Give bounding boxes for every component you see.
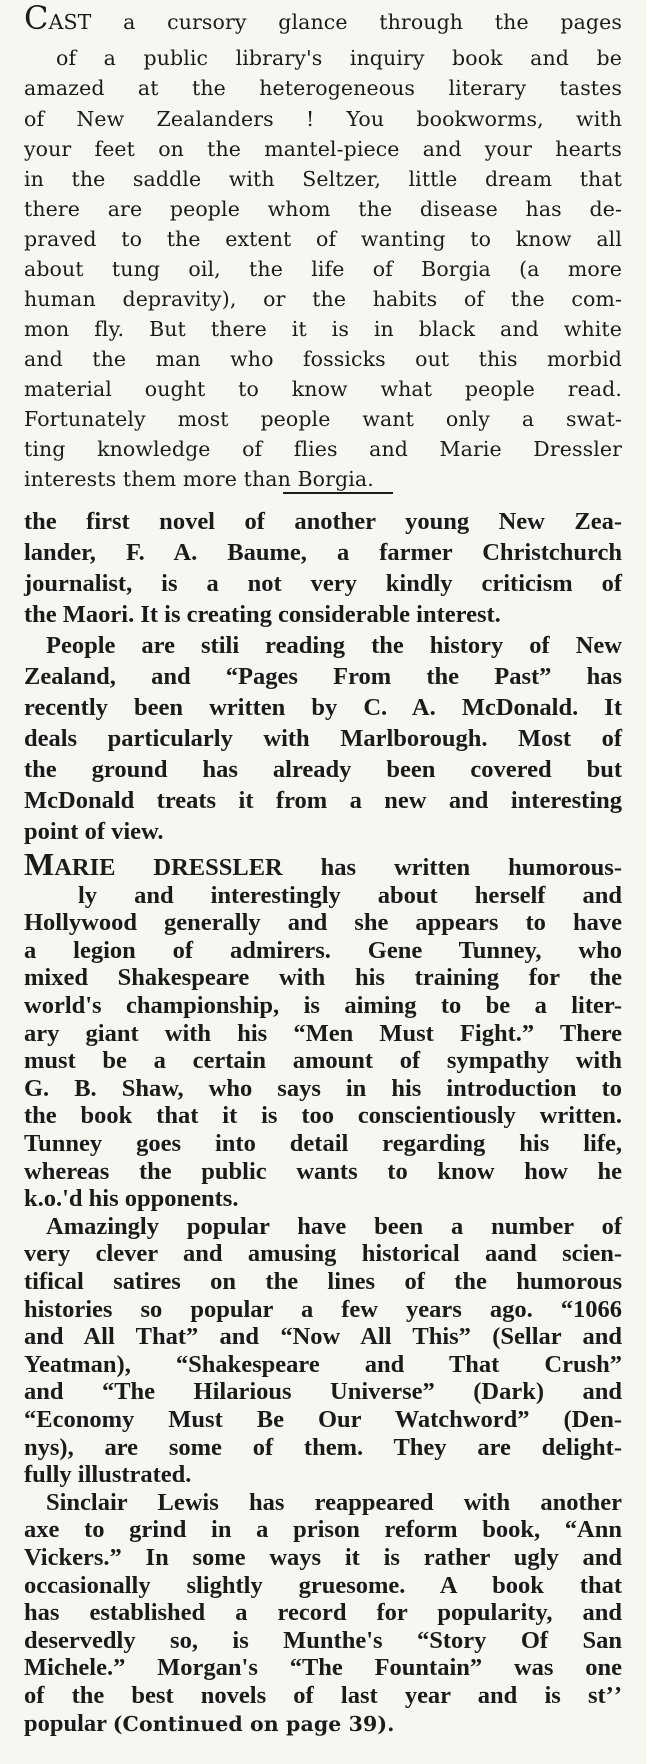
body-line: tifical satires on the lines of the humorous [24, 1268, 622, 1295]
body-line: recently been written by C. A. McDonald. It [24, 694, 622, 721]
body-line: Amazingly popular have been a number of [46, 1212, 622, 1240]
body-line: mixed Shakespeare with his training for the [24, 964, 622, 992]
intro-line: ting knowledge of flies and Marie Dressler [24, 437, 622, 461]
body-line: G. B. Shaw, who says in his introduction to [24, 1074, 622, 1102]
intro-line: there are people whom the disease has de- [24, 197, 622, 221]
intro-line: and the man who fossicks out this morbid [24, 347, 622, 371]
intro-line: of New Zealanders ! You bookworms, with [24, 107, 622, 131]
intro-line: of a public library's inquiry book and be [56, 46, 622, 70]
body-line: Sinclair Lewis has reappeared with another [46, 1488, 622, 1516]
body-line: k.o.'d his opponents. [24, 1185, 239, 1213]
body-line: axe to grind in a prison reform book, “Ann [24, 1516, 622, 1544]
body-line: People are stili reading the history of New [46, 632, 622, 659]
body-line: the book that it is too conscientiously written. [24, 1102, 622, 1130]
body-line: deals particularly with Marlborough. Most of [24, 725, 622, 752]
body-line: has established a record for popularity, and [24, 1599, 622, 1627]
body-line: and “The Hilarious Universe” (Dark) and [24, 1378, 622, 1406]
body-line: Michele.” Morgan's “The Fountain” was one [24, 1654, 622, 1682]
intro-line: material ought to know what people read. [24, 377, 622, 401]
body-line: nys), are some of them. They are delight- [24, 1433, 622, 1461]
body-line: the ground has already been covered but [24, 756, 622, 783]
body-line: and All That” and “Now All This” (Sellar and [24, 1323, 622, 1351]
body-line: Vickers.” In some ways it is rather ugly and [24, 1544, 622, 1571]
body-line: Yeatman), “Shakespeare and That Crush” [24, 1350, 622, 1378]
body-line: fully illustrated. [24, 1461, 192, 1489]
body-line: ly and interestingly about herself and [78, 881, 622, 909]
body-line: very clever and amusing historical aand scien- [24, 1240, 622, 1268]
body-line: point of view. [24, 818, 164, 845]
body-line: the Maori. It is creating considerable interest. [24, 601, 501, 628]
intro-line: mon fly. But there it is in black and white [24, 317, 622, 341]
body-line: must be a certain amount of sympathy with [24, 1047, 622, 1075]
intro-line: your feet on the mantel-piece and your hearts [24, 137, 622, 161]
intro-line: human depravity), or the habits of the com- [24, 287, 622, 311]
body-line: MARIE DRESSLER has written humorous- [24, 846, 622, 882]
body-line: Tunney goes into detail regarding his life, [24, 1130, 622, 1157]
intro-line: about tung oil, the life of Borgia (a more [24, 257, 622, 281]
drop-cap: C [24, 0, 49, 37]
body-line: Zealand, and “Pages From the Past” has [24, 663, 622, 690]
body-line: ary giant with his “Men Must Fight.” There [24, 1019, 622, 1047]
body-line: McDonald treats it from a new and interesting [24, 787, 622, 814]
body-line: a legion of admirers. Gene Tunney, who [24, 936, 622, 964]
intro-line: Fortunately most people want only a swat- [24, 407, 622, 431]
continued-note: (Continued on page 39). [112, 1711, 395, 1736]
intro-line: interests them more than Borgia. [24, 467, 374, 491]
intro-line: CAST a cursory glance through the pages [24, 0, 622, 37]
body-line: occasionally slightly gruesome. A book that [24, 1571, 622, 1599]
body-line: histories so popular a few years ago. “1066 [24, 1295, 622, 1323]
body-line: of the best novels of last year and is stʼʼ [24, 1682, 622, 1709]
body-line: the first novel of another young New Zea- [24, 508, 622, 535]
intro-line: praved to the extent of wanting to know all [24, 227, 622, 251]
body-line: whereas the public wants to know how he [24, 1157, 622, 1185]
body-line: “Economy Must Be Our Watchword” (Den- [24, 1406, 622, 1433]
body-line: journalist, is a not very kindly criticism of [24, 570, 622, 597]
section-divider [283, 492, 393, 494]
body-line: Hollywood generally and she appears to have [24, 909, 622, 937]
intro-line: in the saddle with Seltzer, little dream that [24, 167, 622, 191]
body-line: popular (Continued on page 39). [24, 1709, 395, 1737]
drop-cap: M [24, 846, 55, 882]
body-line: lander, F. A. Baume, a farmer Christchurch [24, 539, 622, 566]
body-line: world's championship, is aiming to be a liter- [24, 992, 622, 1019]
body-line: deservedly so, is Munthe's “Story Of San [24, 1626, 622, 1654]
intro-line: amazed at the heterogeneous literary tastes [24, 76, 622, 100]
